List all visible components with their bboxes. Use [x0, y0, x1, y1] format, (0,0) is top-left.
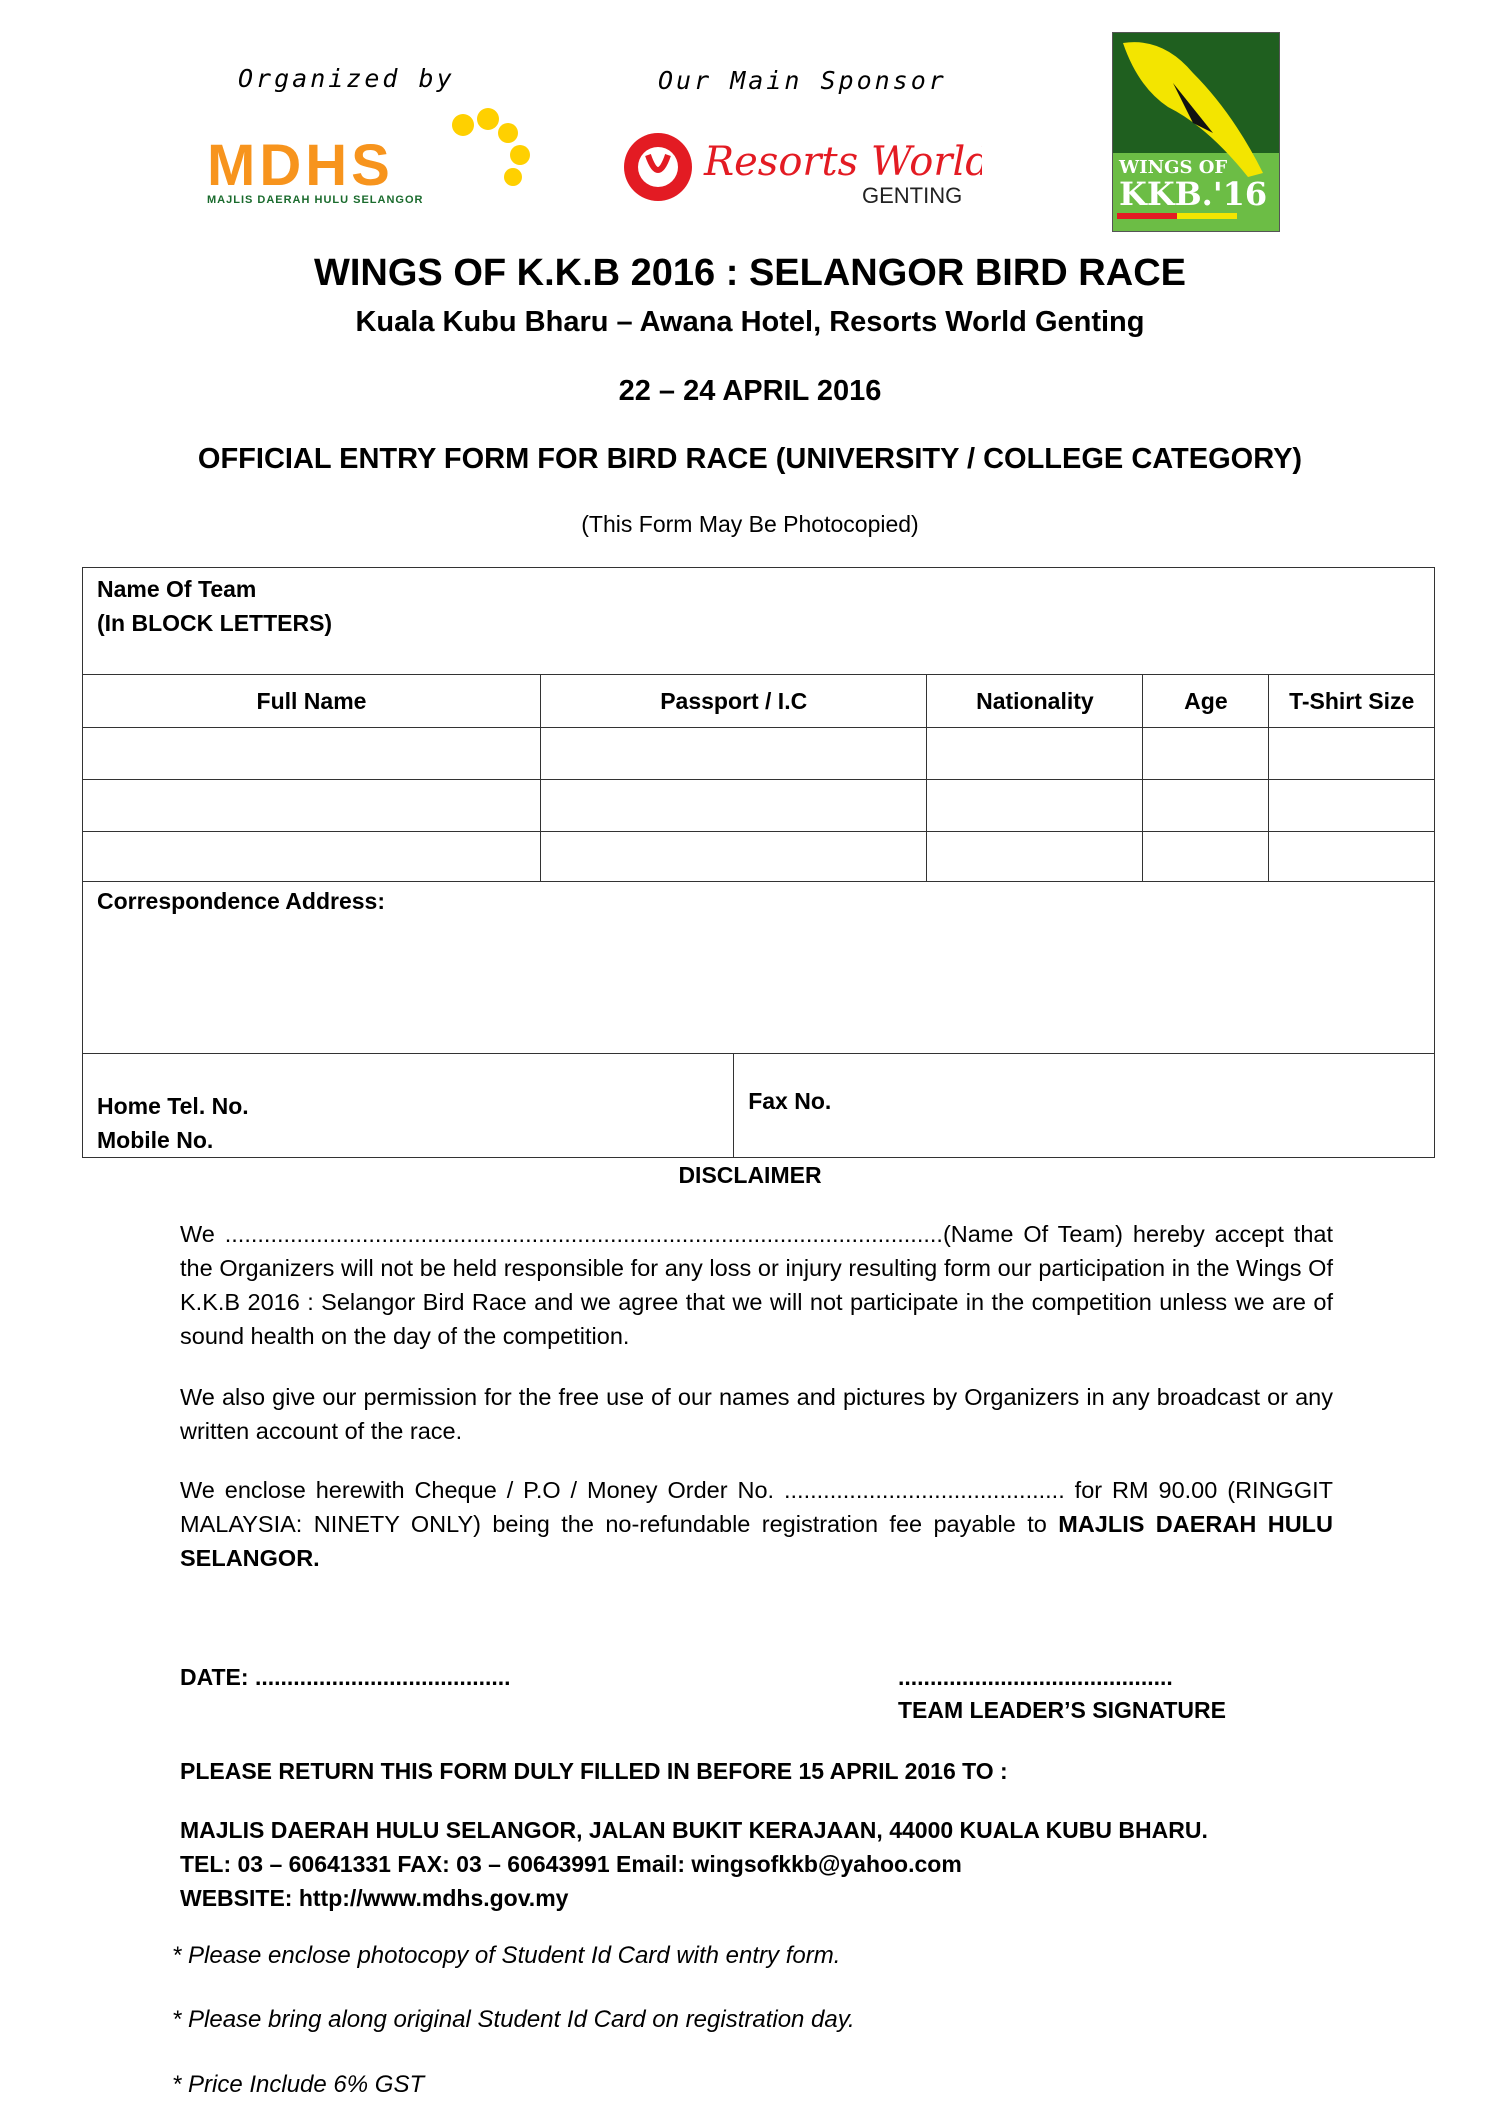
cell[interactable] — [927, 728, 1143, 780]
disclaimer-paragraph-3 — [180, 1473, 1333, 1575]
col-full-name: Full Name — [83, 675, 541, 728]
svg-text:Resorts World: Resorts World — [704, 139, 982, 185]
sponsor-label: Our Main Sponsor — [658, 66, 947, 95]
date-field[interactable]: DATE: ........................................ — [180, 1664, 511, 1690]
phone-field[interactable] — [83, 1054, 734, 1158]
note-student-id-copy: * Please enclose photocopy of Student Id Card with entry form. — [172, 1942, 841, 1969]
event-title: WINGS OF K.K.B 2016 : SELANGOR BIRD RACE — [314, 252, 1186, 294]
event-dates: 22 – 24 APRIL 2016 — [618, 375, 882, 407]
address-label: Correspondence Address: — [97, 888, 385, 914]
table-row — [83, 728, 1435, 780]
note-original-id: * Please bring along original Student Id Card on registration day. — [172, 2006, 855, 2033]
cell[interactable] — [83, 728, 541, 780]
resorts-world-logo — [622, 125, 982, 210]
cell[interactable] — [1143, 728, 1269, 780]
team-name-label: Name Of Team — [97, 576, 257, 602]
event-venue: Kuala Kubu Bharu – Awana Hotel, Resorts World Genting — [355, 306, 1145, 338]
mobile-label: Mobile No. — [97, 1127, 214, 1153]
return-instruction: PLEASE RETURN THIS FORM DULY FILLED IN BEFORE 15 APRIL 2016 TO : — [180, 1758, 1008, 1784]
contact-website: WEBSITE: http://www.mdhs.gov.my — [180, 1885, 569, 1911]
entry-form-table — [82, 567, 1435, 1158]
table-row — [83, 832, 1435, 882]
fax-label: Fax No. — [748, 1088, 832, 1114]
form-title: OFFICIAL ENTRY FORM FOR BIRD RACE (UNIVERSITY / COLLEGE CATEGORY) — [197, 443, 1303, 475]
note-gst: * Price Include 6% GST — [172, 2071, 425, 2098]
cell[interactable] — [541, 780, 927, 832]
col-age: Age — [1143, 675, 1269, 728]
cell[interactable] — [927, 832, 1143, 882]
col-tshirt: T-Shirt Size — [1269, 675, 1435, 728]
wings-of-kkb-logo — [1112, 32, 1280, 232]
svg-text:GENTING: GENTING — [862, 183, 963, 208]
contact-phone-email: TEL: 03 – 60641331 FAX: 03 – 60643991 Email: wingsofkkb@yahoo.com — [180, 1851, 962, 1877]
signature-field[interactable]: ........................................... — [898, 1664, 1173, 1690]
disclaimer-paragraph-1: We ..............................................................................................................(Name Of Team) hereby accept that the Organizers will not be held responsible for any loss or injury resulting form our participation in the Wings Of K.K.B 2016 : Selangor Bird Race and we agree that we will not participate in the competition unless we are of sound health on the day of the competition. — [180, 1221, 1333, 1349]
organized-by-label: Organized by — [238, 64, 455, 93]
cell[interactable] — [83, 832, 541, 882]
svg-text:WINGS OF: WINGS OF — [1119, 157, 1228, 178]
col-nationality: Nationality — [927, 675, 1143, 728]
disclaimer-heading: DISCLAIMER — [678, 1162, 822, 1188]
cell[interactable] — [541, 832, 927, 882]
signature-label: TEAM LEADER’S SIGNATURE — [898, 1697, 1226, 1723]
payee-name: MAJLIS DAERAH HULU SELANGOR. — [180, 1511, 1333, 1571]
disclaimer-paragraph-2: We also give our permission for the free use of our names and pictures by Organizers in any broadcast or any written account of the race. — [180, 1384, 1333, 1444]
team-name-sub: (In BLOCK LETTERS) — [97, 610, 333, 636]
cell[interactable] — [927, 780, 1143, 832]
svg-text:MAJLIS DAERAH HULU SELANGOR: MAJLIS DAERAH HULU SELANGOR — [207, 194, 424, 205]
team-name-field[interactable] — [83, 568, 1435, 675]
payment-text: We enclose herewith Cheque / P.O / Money Order No. ........................................... for RM 90.00 (RINGGIT MALAYSIA: NINETY ONLY) being the no-refundable registration fee payable to — [180, 1477, 1333, 1537]
cell[interactable] — [1143, 832, 1269, 882]
svg-text:KKB.'16: KKB.'16 — [1119, 175, 1268, 213]
fax-field[interactable] — [734, 1054, 1435, 1158]
address-field[interactable] — [83, 882, 1435, 1054]
svg-text:MDHS: MDHS — [207, 133, 394, 198]
cell[interactable] — [1143, 780, 1269, 832]
home-tel-label: Home Tel. No. — [97, 1093, 249, 1119]
photocopy-note: (This Form May Be Photocopied) — [581, 511, 919, 537]
table-row — [83, 780, 1435, 832]
contact-address: MAJLIS DAERAH HULU SELANGOR, JALAN BUKIT KERAJAAN, 44000 KUALA KUBU BHARU. — [180, 1817, 1208, 1843]
col-passport: Passport / I.C — [541, 675, 927, 728]
cell[interactable] — [83, 780, 541, 832]
mdhs-logo — [205, 105, 530, 205]
cell[interactable] — [1269, 832, 1435, 882]
cell[interactable] — [1269, 780, 1435, 832]
cell[interactable] — [1269, 728, 1435, 780]
cell[interactable] — [541, 728, 927, 780]
